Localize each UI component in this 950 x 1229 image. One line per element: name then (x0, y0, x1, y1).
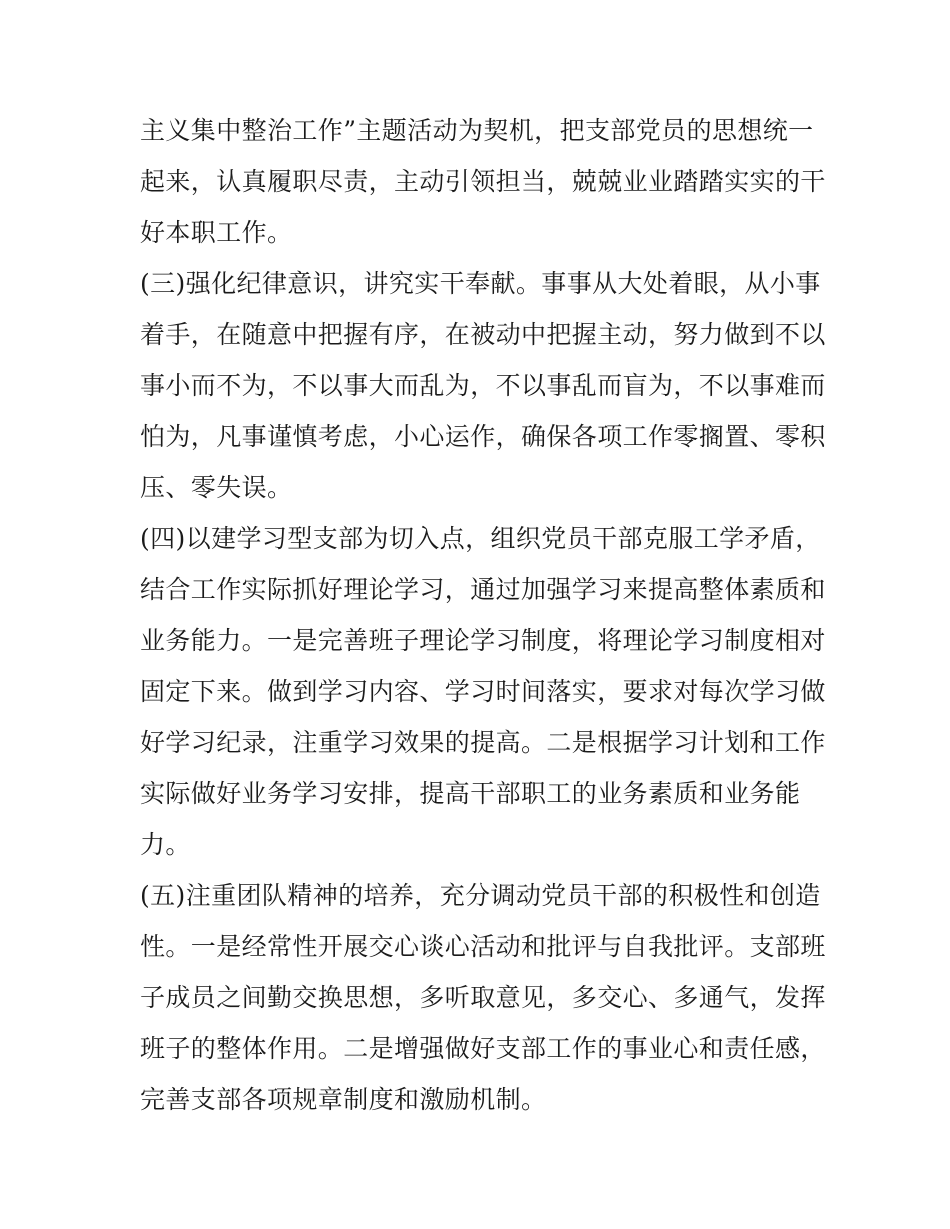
text-line: 性。一是经常性开展交心谈心活动和批评与自我批评。支部班 (140, 932, 826, 961)
text-line: 结合工作实际抓好理论学习，通过加强学习来提高整体素质和 (140, 575, 826, 604)
document-body (140, 105, 826, 1125)
text-line: 完善支部各项规章制度和激励机制。 (140, 1085, 547, 1114)
text-line: 起来，认真履职尽责，主动引领担当，兢兢业业踏踏实实的干 (140, 167, 826, 196)
text-line: (五)注重团队精神的培养，充分调动党员干部的积极性和创造 (140, 881, 821, 910)
text-line: 班子的整体作用。二是增强做好支部工作的事业心和责任感， (140, 1034, 826, 1063)
text-line: 实际做好业务学习安排，提高干部职工的业务素质和业务能 (140, 779, 801, 808)
text-line: (四)以建学习型支部为切入点，组织党员干部克服工学矛盾， (140, 524, 821, 553)
text-line: (三)强化纪律意识，讲究实干奉献。事事从大处着眼，从小事 (140, 269, 821, 298)
text-line: 好本职工作。 (140, 218, 293, 247)
text-line: 主义集中整治工作”主题活动为契机，把支部党员的思想统一 (140, 116, 814, 145)
text-line: 力。 (140, 830, 191, 859)
text-line: 着手，在随意中把握有序，在被动中把握主动，努力做到不以 (140, 320, 826, 349)
text-line: 怕为，凡事谨慎考虑，小心运作，确保各项工作零搁置、零积 (140, 422, 826, 451)
text-line: 事小而不为，不以事大而乱为，不以事乱而盲为，不以事难而 (140, 371, 826, 400)
text-line: 压、零失误。 (140, 473, 293, 502)
text-line: 固定下来。做到学习内容、学习时间落实，要求对每次学习做 (140, 677, 826, 706)
text-line: 子成员之间勤交换思想，多听取意见，多交心、多通气，发挥 (140, 983, 826, 1012)
text-line: 好学习纪录，注重学习效果的提高。二是根据学习计划和工作 (140, 728, 826, 757)
text-line: 业务能力。一是完善班子理论学习制度，将理论学习制度相对 (140, 626, 826, 655)
